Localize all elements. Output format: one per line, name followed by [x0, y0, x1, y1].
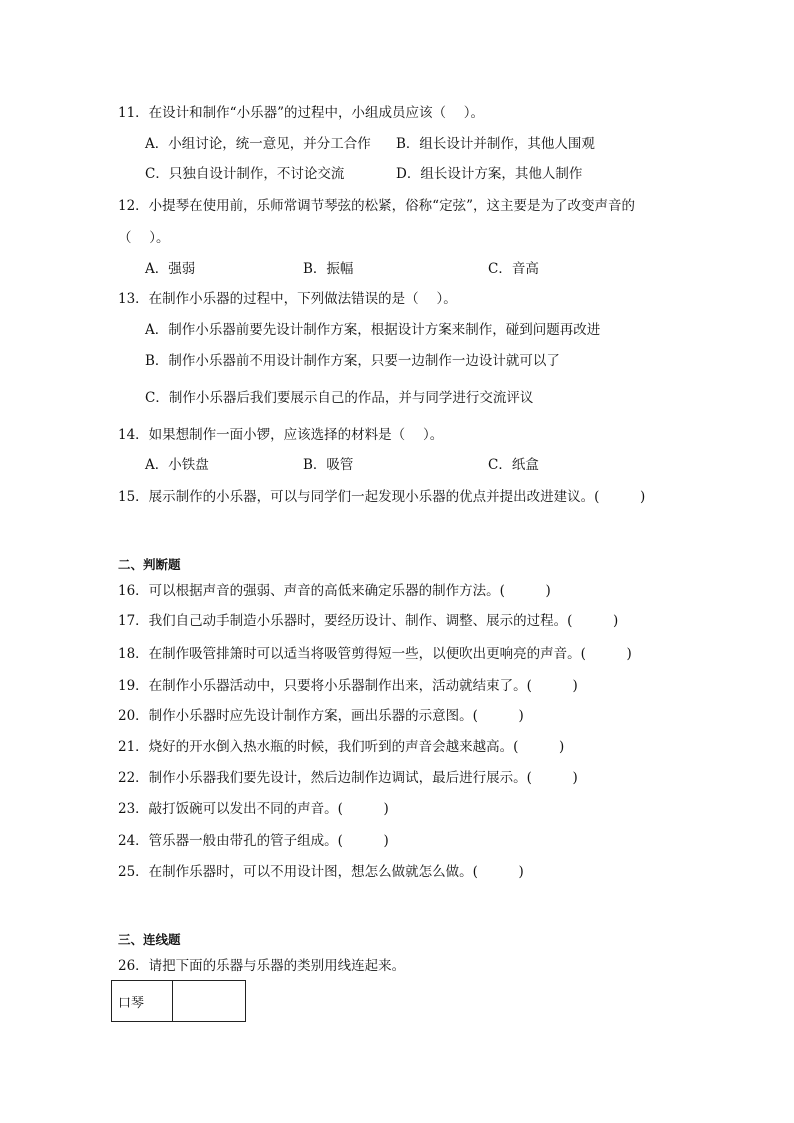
section-3-heading: 三、连线题	[118, 932, 181, 947]
q14-option-a: A．小铁盘	[145, 457, 209, 473]
question-21: 21．烧好的开水倒入热水瓶的时候，我们听到的声音会越来越高。( )	[118, 739, 565, 755]
question-12-continuation: （ ）。	[118, 230, 170, 246]
q11-option-b: B．组长设计并制作，其他人围观	[396, 136, 595, 152]
matching-table	[111, 980, 246, 1022]
question-20: 20．制作小乐器时应先设计制作方案，画出乐器的示意图。( )	[118, 708, 524, 724]
q12-option-a: A．强弱	[145, 261, 196, 277]
question-14: 14．如果想制作一面小锣，应该选择的材料是（ ）。	[118, 427, 444, 443]
q12-option-c: C．音高	[488, 261, 539, 277]
question-17: 17．我们自己动手制造小乐器时，要经历设计、制作、调整、展示的过程。( )	[118, 613, 619, 629]
question-13: 13．在制作小乐器的过程中，下列做法错误的是（ ）。	[118, 291, 457, 307]
question-22: 22．制作小乐器我们要先设计，然后边制作边调试，最后进行展示。( )	[118, 770, 578, 786]
section-2-heading: 二、判断题	[118, 557, 181, 572]
q13-option-c: C．制作小乐器后我们要展示自己的作品，并与同学进行交流评议	[145, 390, 534, 406]
question-16: 16．可以根据声音的强弱、声音的高低来确定乐器的制作方法。( )	[118, 583, 551, 599]
q13-option-b: B．制作小乐器前不用设计制作方案，只要一边制作一边设计就可以了	[145, 353, 560, 369]
q13-option-a: A．制作小乐器前要先设计制作方案，根据设计方案来制作，碰到问题再改进	[145, 322, 601, 338]
q11-option-d: D．组长设计方案，其他人制作	[396, 166, 583, 182]
q14-option-c: C．纸盒	[488, 457, 539, 473]
q12-option-b: B．振幅	[303, 261, 354, 277]
question-18: 18．在制作吸管排箫时可以适当将吸管剪得短一些，以便吹出更响亮的声音。( )	[118, 646, 632, 662]
q14-option-b: B．吸管	[303, 457, 354, 473]
question-23: 23．敲打饭碗可以发出不同的声音。( )	[118, 801, 389, 817]
question-25: 25．在制作乐器时，可以不用设计图，想怎么做就怎么做。( )	[118, 864, 524, 880]
instrument-cell: 口琴	[112, 981, 173, 1022]
empty-cell	[173, 981, 246, 1022]
question-26: 26．请把下面的乐器与乐器的类别用线连起来。	[118, 958, 406, 974]
question-24: 24．管乐器一般由带孔的管子组成。( )	[118, 833, 389, 849]
question-11: 11．在设计和制作“小乐器”的过程中，小组成员应该（ ）。	[118, 105, 485, 121]
q11-option-c: C．只独自设计制作，不讨论交流	[145, 166, 345, 182]
q11-option-a: A．小组讨论，统一意见，并分工合作	[145, 136, 371, 152]
question-12: 12．小提琴在使用前，乐师常调节琴弦的松紧，俗称“定弦”，这主要是为了改变声音的	[118, 198, 635, 214]
question-15: 15．展示制作的小乐器，可以与同学们一起发现小乐器的优点并提出改进建议。( )	[118, 489, 646, 505]
table-row	[112, 981, 246, 1022]
question-19: 19．在制作小乐器活动中，只要将小乐器制作出来，活动就结束了。( )	[118, 678, 578, 694]
